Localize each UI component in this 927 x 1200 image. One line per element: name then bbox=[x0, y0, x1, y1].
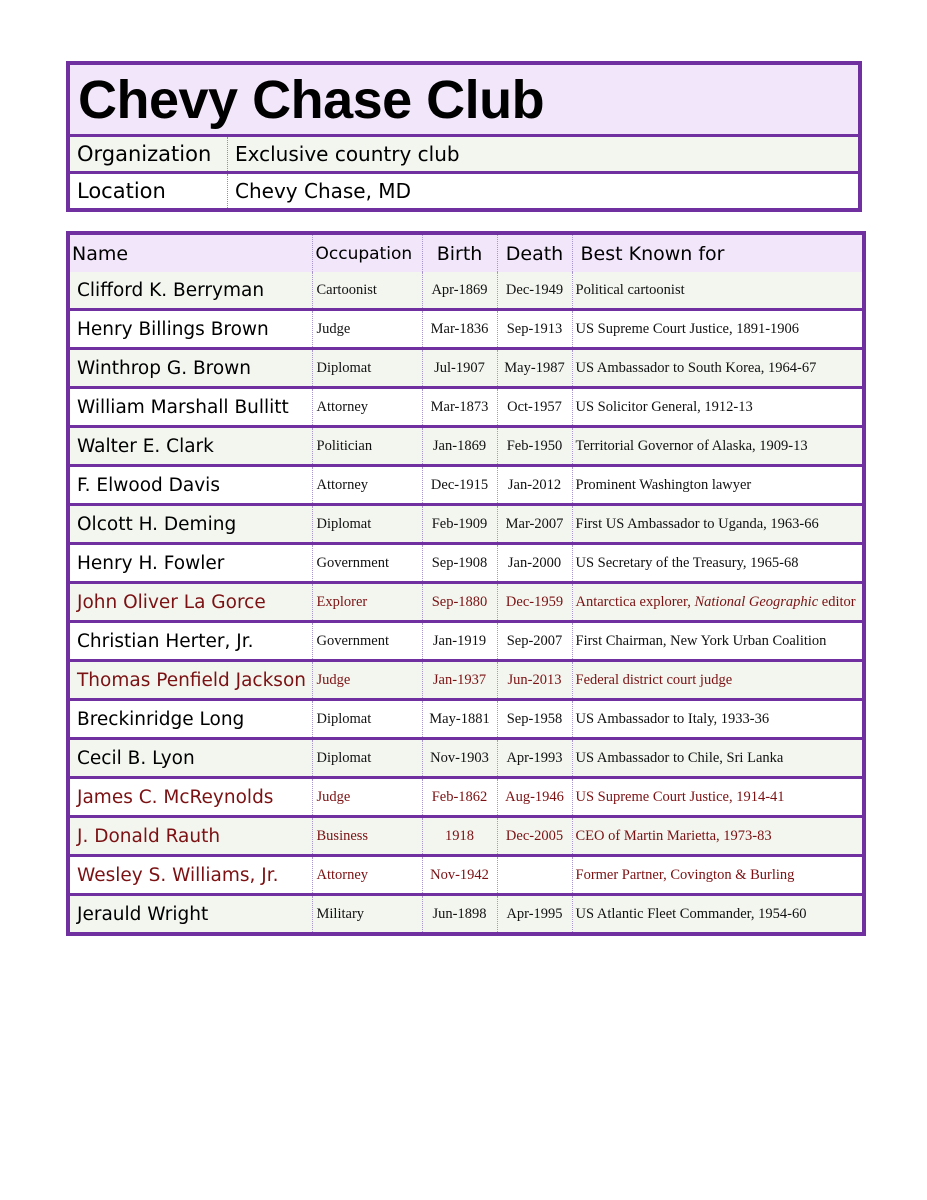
info-value: Exclusive country club bbox=[235, 142, 460, 166]
occupation-cell: Diplomat bbox=[312, 739, 422, 778]
name-cell: Winthrop G. Brown bbox=[70, 349, 312, 388]
table-row bbox=[70, 778, 862, 817]
death-cell: May-1987 bbox=[497, 349, 572, 388]
best-known-for-cell: US Supreme Court Justice, 1914-41 bbox=[572, 778, 862, 817]
death-cell: Apr-1995 bbox=[497, 895, 572, 933]
birth-cell: 1918 bbox=[422, 817, 497, 856]
death-cell bbox=[497, 856, 572, 895]
table-row bbox=[70, 349, 862, 388]
birth-cell: Jun-1898 bbox=[422, 895, 497, 933]
best-known-for-cell: US Ambassador to Italy, 1933-36 bbox=[572, 700, 862, 739]
death-cell: Dec-1959 bbox=[497, 583, 572, 622]
occupation-cell: Diplomat bbox=[312, 349, 422, 388]
name-cell: F. Elwood Davis bbox=[70, 466, 312, 505]
name-cell: Wesley S. Williams, Jr. bbox=[70, 856, 312, 895]
birth-cell: Jul-1907 bbox=[422, 349, 497, 388]
best-known-for-cell: Prominent Washington lawyer bbox=[572, 466, 862, 505]
birth-cell: Mar-1836 bbox=[422, 310, 497, 349]
best-known-for-cell: Former Partner, Covington & Burling bbox=[572, 856, 862, 895]
table-row bbox=[70, 622, 862, 661]
occupation-cell: Cartoonist bbox=[312, 272, 422, 310]
death-cell: Oct-1957 bbox=[497, 388, 572, 427]
table-row bbox=[70, 661, 862, 700]
name-cell: James C. McReynolds bbox=[70, 778, 312, 817]
table-row bbox=[70, 310, 862, 349]
club-info-box bbox=[66, 61, 862, 212]
death-cell: Feb-1950 bbox=[497, 427, 572, 466]
occupation-cell: Government bbox=[312, 622, 422, 661]
birth-cell: Mar-1873 bbox=[422, 388, 497, 427]
occupation-cell: Attorney bbox=[312, 388, 422, 427]
death-cell: Dec-2005 bbox=[497, 817, 572, 856]
best-known-for-cell: First US Ambassador to Uganda, 1963-66 bbox=[572, 505, 862, 544]
page-title: Chevy Chase Club bbox=[78, 69, 545, 130]
best-known-for-cell: US Atlantic Fleet Commander, 1954-60 bbox=[572, 895, 862, 933]
birth-cell: Nov-1903 bbox=[422, 739, 497, 778]
occupation-cell: Judge bbox=[312, 778, 422, 817]
name-cell: William Marshall Bullitt bbox=[70, 388, 312, 427]
birth-cell: Dec-1915 bbox=[422, 466, 497, 505]
best-known-for-cell: US Solicitor General, 1912-13 bbox=[572, 388, 862, 427]
name-cell: Henry H. Fowler bbox=[70, 544, 312, 583]
birth-cell: Nov-1942 bbox=[422, 856, 497, 895]
table-row bbox=[70, 466, 862, 505]
column-header-birth: Birth bbox=[422, 235, 497, 272]
birth-cell: May-1881 bbox=[422, 700, 497, 739]
name-cell: Henry Billings Brown bbox=[70, 310, 312, 349]
members-table bbox=[70, 235, 862, 932]
death-cell: Jun-2013 bbox=[497, 661, 572, 700]
death-cell: Dec-1949 bbox=[497, 272, 572, 310]
best-known-for-cell: US Secretary of the Treasury, 1965-68 bbox=[572, 544, 862, 583]
birth-cell: Jan-1937 bbox=[422, 661, 497, 700]
occupation-cell: Explorer bbox=[312, 583, 422, 622]
best-known-for-cell: First Chairman, New York Urban Coalition bbox=[572, 622, 862, 661]
table-row bbox=[70, 856, 862, 895]
name-cell: Thomas Penfield Jackson bbox=[70, 661, 312, 700]
text-segment: editor bbox=[818, 593, 856, 610]
birth-cell: Sep-1908 bbox=[422, 544, 497, 583]
column-header-best-known-for: Best Known for bbox=[572, 235, 862, 272]
best-known-for-cell: Political cartoonist bbox=[572, 272, 862, 310]
best-known-for-cell: US Ambassador to Chile, Sri Lanka bbox=[572, 739, 862, 778]
members-table-box bbox=[66, 231, 866, 936]
occupation-cell: Attorney bbox=[312, 856, 422, 895]
occupation-cell: Business bbox=[312, 817, 422, 856]
table-row bbox=[70, 895, 862, 933]
birth-cell: Apr-1869 bbox=[422, 272, 497, 310]
name-cell: Clifford K. Berryman bbox=[77, 279, 265, 301]
name-cell: Christian Herter, Jr. bbox=[70, 622, 312, 661]
name-cell: John Oliver La Gorce bbox=[70, 583, 312, 622]
info-value: Chevy Chase, MD bbox=[235, 179, 411, 203]
info-row-location bbox=[70, 171, 858, 208]
death-cell: Aug-1946 bbox=[497, 778, 572, 817]
occupation-cell: Military bbox=[312, 895, 422, 933]
name-cell: Cecil B. Lyon bbox=[70, 739, 312, 778]
text-segment: Antarctica explorer, bbox=[575, 593, 695, 610]
death-cell: Sep-1958 bbox=[497, 700, 572, 739]
name-cell: Jerauld Wright bbox=[70, 895, 312, 933]
death-cell: Jan-2012 bbox=[497, 466, 572, 505]
best-known-for-cell: US Ambassador to South Korea, 1964-67 bbox=[572, 349, 862, 388]
best-known-for-cell: US Supreme Court Justice, 1891-1906 bbox=[572, 310, 862, 349]
birth-cell: Sep-1880 bbox=[422, 583, 497, 622]
title-row bbox=[70, 65, 858, 137]
publication-title: National Geographic bbox=[694, 593, 819, 610]
table-row bbox=[70, 427, 862, 466]
occupation-cell: Diplomat bbox=[312, 505, 422, 544]
birth-cell: Feb-1862 bbox=[422, 778, 497, 817]
table-row bbox=[70, 739, 862, 778]
name-cell: J. Donald Rauth bbox=[70, 817, 312, 856]
table-row bbox=[70, 272, 862, 310]
table-row bbox=[70, 544, 862, 583]
table-row bbox=[70, 583, 862, 622]
table-row bbox=[70, 700, 862, 739]
best-known-for-cell: Territorial Governor of Alaska, 1909-13 bbox=[572, 427, 862, 466]
table-header-row bbox=[70, 235, 862, 272]
name-cell: Walter E. Clark bbox=[70, 427, 312, 466]
best-known-for-cell: CEO of Martin Marietta, 1973-83 bbox=[572, 817, 862, 856]
best-known-for-cell bbox=[572, 583, 862, 622]
occupation-cell: Government bbox=[312, 544, 422, 583]
death-cell: Mar-2007 bbox=[497, 505, 572, 544]
death-cell: Apr-1993 bbox=[497, 739, 572, 778]
column-header-death: Death bbox=[497, 235, 572, 272]
name-cell: Olcott H. Deming bbox=[70, 505, 312, 544]
occupation-cell: Politician bbox=[312, 427, 422, 466]
birth-cell: Jan-1869 bbox=[422, 427, 497, 466]
table-row bbox=[70, 388, 862, 427]
occupation-cell: Judge bbox=[312, 310, 422, 349]
info-label: Location bbox=[70, 174, 228, 208]
info-row-organization bbox=[70, 137, 858, 171]
occupation-cell: Diplomat bbox=[312, 700, 422, 739]
death-cell: Sep-1913 bbox=[497, 310, 572, 349]
best-known-for-cell: Federal district court judge bbox=[572, 661, 862, 700]
birth-cell: Jan-1919 bbox=[422, 622, 497, 661]
name-cell: Breckinridge Long bbox=[70, 700, 312, 739]
table-row bbox=[70, 817, 862, 856]
column-header-occupation: Occupation bbox=[312, 235, 422, 272]
death-cell: Jan-2000 bbox=[497, 544, 572, 583]
column-header-name: Name bbox=[72, 242, 129, 265]
death-cell: Sep-2007 bbox=[497, 622, 572, 661]
occupation-cell: Judge bbox=[312, 661, 422, 700]
table-body bbox=[70, 272, 862, 932]
birth-cell: Feb-1909 bbox=[422, 505, 497, 544]
table-row bbox=[70, 505, 862, 544]
occupation-cell: Attorney bbox=[312, 466, 422, 505]
info-label: Organization bbox=[70, 137, 228, 171]
